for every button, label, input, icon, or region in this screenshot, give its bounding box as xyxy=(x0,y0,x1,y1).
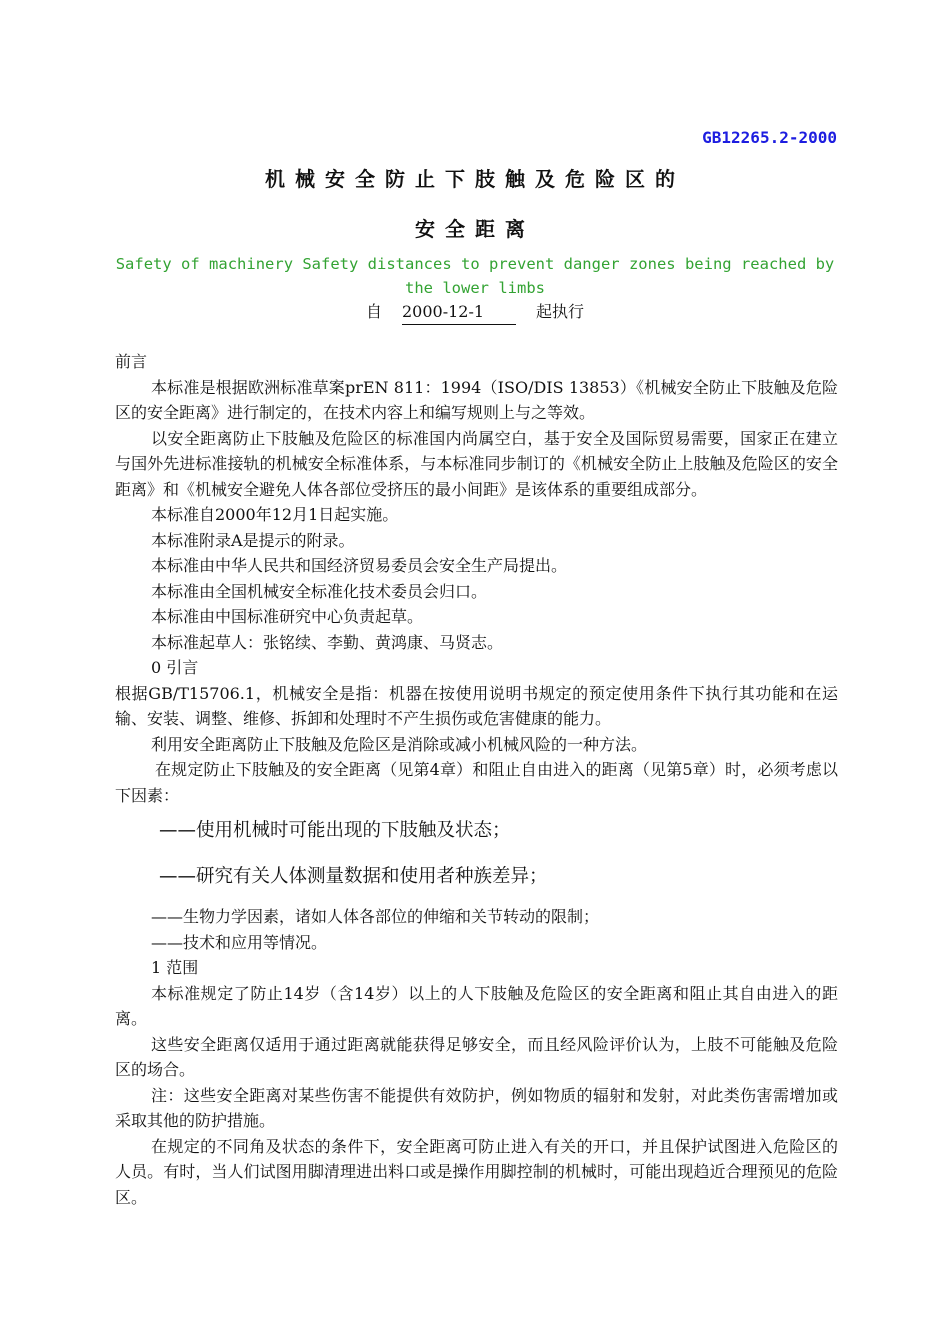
effective-date-line xyxy=(0,300,950,325)
paragraph: 本标准由中国标准研究中心负责起草。 xyxy=(151,607,424,626)
english-title: Safety of machinery Safety distances to prevent danger zones being reached by the lower limbs xyxy=(115,255,835,297)
list-item: ——研究有关人体测量数据和使用者种族差异； xyxy=(159,866,548,887)
paragraph: 以安全距离防止下肢触及危险区的标准国内尚属空白，基于安全及国际贸易需要，国家正在建立与国外先进标准接轨的机械安全标准体系，与本标准同步制订的《机械安全防止上肢触及危险区的安全距离》和《机械安全避免人体各部位受挤压的最小间距》是该体系的重要组成部分。 xyxy=(115,428,838,499)
list-item: ——技术和应用等情况。 xyxy=(151,932,328,952)
paragraph: 在规定防止下肢触及的安全距离（见第4章）和阻止自由进入的距离（见第5章）时，必须考虑以下因素： xyxy=(115,760,838,805)
paragraph: 本标准由中华人民共和国经济贸易委员会安全生产局提出。 xyxy=(151,556,568,575)
effective-prefix: 自 xyxy=(365,302,382,321)
paragraph: 根据GB/T15706.1，机械安全是指：机器在按使用说明书规定的预定使用条件下执行其功能和在运输、安装、调整、维修、拆卸和处理时不产生损伤或危害健康的能力。 xyxy=(115,683,838,728)
document-body xyxy=(115,349,838,1210)
document-title-line1: 机械安全防止下肢触及危险区的 xyxy=(265,167,685,191)
effective-suffix: 起执行 xyxy=(536,302,585,321)
paragraph: 这些安全距离仅适用于通过距离就能获得足够安全，而且经风险评价认为，上肢不可能触及危险区的场合。 xyxy=(115,1034,838,1079)
section-heading-foreword: 前言 xyxy=(115,352,148,371)
list-item: ——生物力学因素，诸如人体各部位的伸缩和关节转动的限制； xyxy=(151,907,600,926)
paragraph: 本标准由全国机械安全标准化技术委员会归口。 xyxy=(151,581,488,601)
paragraph: 本标准是根据欧洲标准草案prEN 811：1994（ISO/DIS 13853）《机械安全防止下肢触及危险区的安全距离》进行制定的，在技术内容上和编写规则上与之等效。 xyxy=(115,377,838,422)
paragraph: 在规定的不同角及状态的条件下，安全距离可防止进入有关的开口，并且保护试图进入危险区的人员。有时，当人们试图用脚清理进出料口或是操作用脚控制的机械时，可能出现趋近合理预见的危险区。 xyxy=(115,1136,838,1207)
document-title-line2: 安全距离 xyxy=(415,217,535,241)
paragraph: 本标准规定了防止14岁（含14岁）以上的人下肢触及危险区的安全距离和阻止其自由进入的距离。 xyxy=(115,983,838,1028)
list-item: ——使用机械时可能出现的下肢触及状态； xyxy=(159,820,511,841)
paragraph: 本标准自2000年12月1日起实施。 xyxy=(151,505,399,524)
note-paragraph: 注：这些安全距离对某些伤害不能提供有效防护，例如物质的辐射和发射，对此类伤害需增加或采取其他的防护措施。 xyxy=(115,1085,838,1130)
paragraph: 本标准起草人：张铭续、李勤、黄鸿康、马贤志。 xyxy=(151,632,504,652)
section-heading-scope: 1 范围 xyxy=(151,958,199,977)
paragraph: 利用安全距离防止下肢触及危险区是消除或减小机械风险的一种方法。 xyxy=(151,734,648,754)
effective-date: 2000-12-1 xyxy=(402,300,516,325)
standard-code: GB12265.2-2000 xyxy=(702,128,837,147)
paragraph: 本标准附录A是提示的附录。 xyxy=(151,530,355,550)
section-heading-introduction: 0 引言 xyxy=(151,658,199,677)
